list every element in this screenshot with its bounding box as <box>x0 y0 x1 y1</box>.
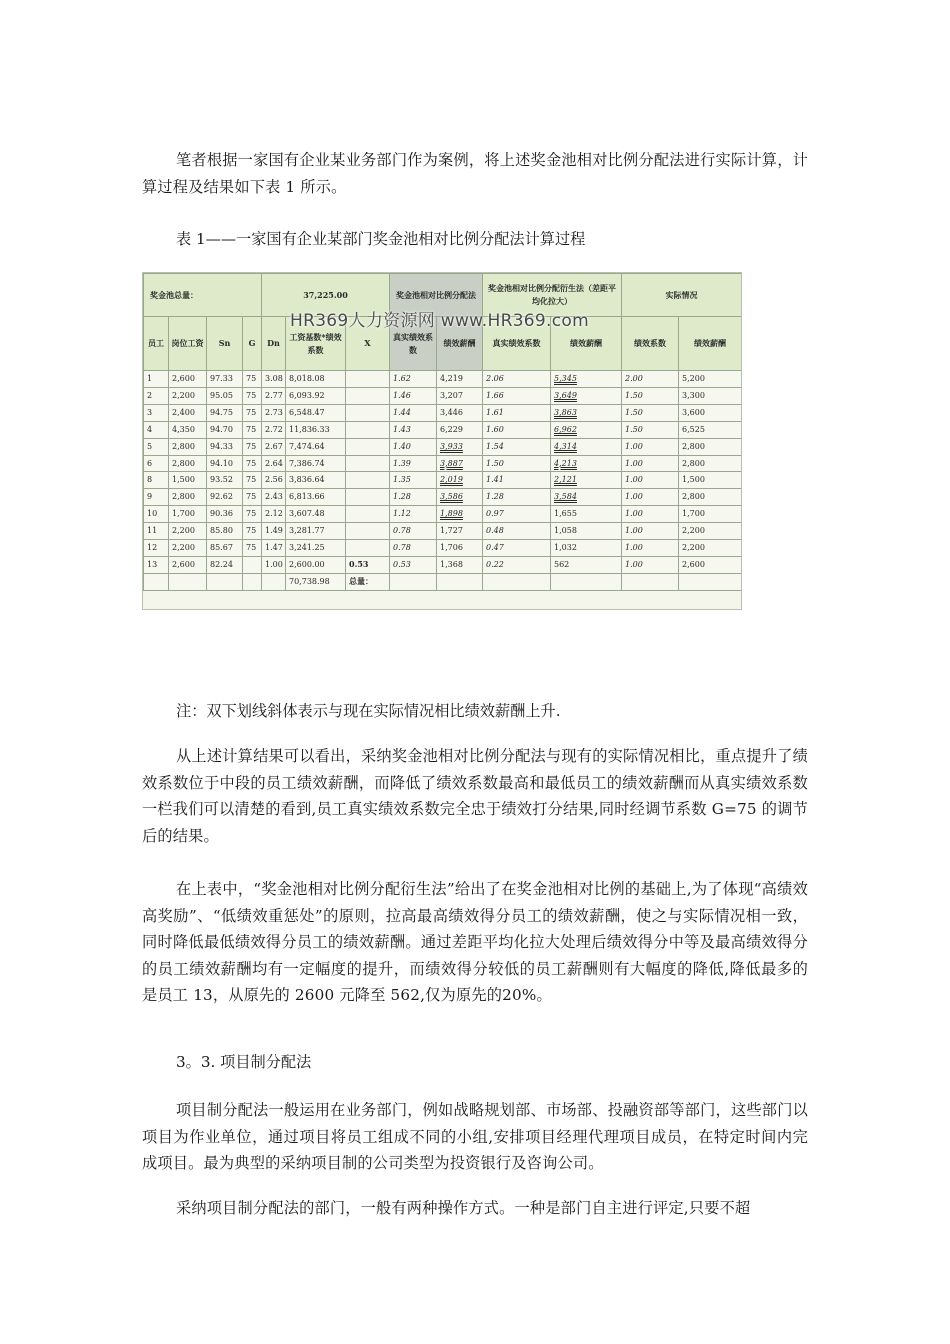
table-cell: 3 <box>144 404 169 421</box>
table-row <box>144 421 742 438</box>
table-cell: 1.35 <box>390 472 437 489</box>
table-cell <box>346 404 390 421</box>
table-cell <box>437 573 483 590</box>
pool-value: 37,225.00 <box>262 274 390 317</box>
table-cell: 2,600 <box>679 556 742 573</box>
table-cell <box>207 573 243 590</box>
table-cell: 12 <box>144 540 169 557</box>
table-cell: 总量： <box>346 573 390 590</box>
table-cell: 6,813.66 <box>286 489 346 506</box>
table-cell: 5 <box>144 438 169 455</box>
table-cell: 7,386.74 <box>286 455 346 472</box>
table-row <box>144 523 742 540</box>
table-cell <box>483 573 551 590</box>
table-cell <box>346 523 390 540</box>
table-cell: 2,200 <box>169 540 207 557</box>
table-cell: 1,700 <box>169 506 207 523</box>
table-cell: 3,586 <box>437 489 483 506</box>
column-header: 真实绩效系数 <box>483 317 551 371</box>
table-cell: 1.54 <box>483 438 551 455</box>
column-header: 绩效系数 <box>622 317 679 371</box>
table-cell: 6,525 <box>679 421 742 438</box>
table-cell: 1.50 <box>483 455 551 472</box>
table-cell: 3,300 <box>679 387 742 404</box>
column-header: 岗位工资 <box>169 317 207 371</box>
table-cell: 1.39 <box>390 455 437 472</box>
table-cell <box>262 573 286 590</box>
table-cell: 75 <box>243 540 262 557</box>
table-cell: 70,738.98 <box>286 573 346 590</box>
table-cell <box>346 489 390 506</box>
table-cell: 6,093.92 <box>286 387 346 404</box>
table-cell: 2.00 <box>622 371 679 388</box>
table-cell: 2,200 <box>679 523 742 540</box>
table-cell: 1.28 <box>483 489 551 506</box>
table-cell: 10 <box>144 506 169 523</box>
table-cell: 8,018.08 <box>286 371 346 388</box>
table-cell: 2,600 <box>169 371 207 388</box>
table-cell: 75 <box>243 371 262 388</box>
table-cell <box>346 540 390 557</box>
table-cell: 1.47 <box>262 540 286 557</box>
table-row <box>144 506 742 523</box>
table-row <box>144 540 742 557</box>
table-cell: 2.12 <box>262 506 286 523</box>
table-cell: 2,600 <box>169 556 207 573</box>
table-cell: 3,933 <box>437 438 483 455</box>
table-cell <box>346 455 390 472</box>
table-row <box>144 371 742 388</box>
column-header: 绩效薪酬 <box>679 317 742 371</box>
table-cell: 3,607.48 <box>286 506 346 523</box>
table-cell: 75 <box>243 421 262 438</box>
table-cell: 3,863 <box>551 404 622 421</box>
table-cell: 8 <box>144 472 169 489</box>
table-cell: 1,032 <box>551 540 622 557</box>
table-cell: 1.60 <box>483 421 551 438</box>
table-cell: 75 <box>243 523 262 540</box>
table-cell: 2.73 <box>262 404 286 421</box>
table-cell: 1.00 <box>262 556 286 573</box>
table-cell: 1,058 <box>551 523 622 540</box>
column-header: 员工 <box>144 317 169 371</box>
table-cell: 4,213 <box>551 455 622 472</box>
table-cell: 75 <box>243 472 262 489</box>
table-cell: 2.56 <box>262 472 286 489</box>
table-cell: 1,500 <box>169 472 207 489</box>
table-cell: 95.05 <box>207 387 243 404</box>
table-cell <box>243 573 262 590</box>
intro-paragraph: 笔者根据一家国有企业某业务部门作为案例，将上述奖金池相对比例分配法进行实际计算，计算过程及结果如下表 1 所示。 <box>142 151 808 196</box>
table-cell: 4 <box>144 421 169 438</box>
table-cell: 2.43 <box>262 489 286 506</box>
table-cell: 7,474.64 <box>286 438 346 455</box>
table-cell: 2.72 <box>262 421 286 438</box>
table-cell: 1.00 <box>622 455 679 472</box>
column-header: 工资基数*绩效系数 <box>286 317 346 371</box>
table-cell <box>346 387 390 404</box>
column-header: 绩效薪酬 <box>551 317 622 371</box>
table-cell: 2.77 <box>262 387 286 404</box>
table-row <box>144 387 742 404</box>
table-cell: 5,345 <box>551 371 622 388</box>
table-cell <box>169 573 207 590</box>
table-cell: 562 <box>551 556 622 573</box>
table-cell: 2,200 <box>169 523 207 540</box>
column-header: Sn <box>207 317 243 371</box>
table-cell: 4,219 <box>437 371 483 388</box>
table-cell: 6,548.47 <box>286 404 346 421</box>
table-cell: 4,314 <box>551 438 622 455</box>
table-cell: 1.43 <box>390 421 437 438</box>
table-cell <box>390 573 437 590</box>
table-cell: 85.67 <box>207 540 243 557</box>
table-cell: 97.33 <box>207 371 243 388</box>
table-cell: 3,281.77 <box>286 523 346 540</box>
table-cell: 0.47 <box>483 540 551 557</box>
section-heading: 3。3. 项目制分配法 <box>176 1053 312 1071</box>
table-cell: 0.78 <box>390 523 437 540</box>
table-cell: 9 <box>144 489 169 506</box>
table-cell: 3,887 <box>437 455 483 472</box>
table-cell: 2.64 <box>262 455 286 472</box>
table-cell: 2,800 <box>679 489 742 506</box>
table-cell: 4,350 <box>169 421 207 438</box>
pool-label: 奖金池总量： <box>144 274 262 317</box>
table-note: 注：双下划线斜体表示与现在实际情况相比绩效薪酬上升. <box>176 702 561 720</box>
table-cell: 75 <box>243 489 262 506</box>
table-cell: 3,836.64 <box>286 472 346 489</box>
table-cell: 1,368 <box>437 556 483 573</box>
table-cell: 3,600 <box>679 404 742 421</box>
table-cell: 2,800 <box>679 438 742 455</box>
table-cell: 3,446 <box>437 404 483 421</box>
table-cell: 1.50 <box>622 421 679 438</box>
table-cell: 1.62 <box>390 371 437 388</box>
table-cell: 1.44 <box>390 404 437 421</box>
table-cell: 85.80 <box>207 523 243 540</box>
table-cell: 1.28 <box>390 489 437 506</box>
table-cell <box>346 506 390 523</box>
table-cell: 1,655 <box>551 506 622 523</box>
table-cell: 93.52 <box>207 472 243 489</box>
table-cell: 2.06 <box>483 371 551 388</box>
table-caption: 表 1——一家国有企业某部门奖金池相对比例分配法计算过程 <box>176 230 586 248</box>
table-cell <box>622 573 679 590</box>
table-row <box>144 472 742 489</box>
table-cell: 1,706 <box>437 540 483 557</box>
group-header-b: 奖金池相对比例分配衍生法（差距平均化拉大） <box>483 274 622 317</box>
table-cell: 1.50 <box>622 404 679 421</box>
table-cell: 94.75 <box>207 404 243 421</box>
table-cell: 2,800 <box>169 438 207 455</box>
table-cell: 75 <box>243 404 262 421</box>
derivative-paragraph: 在上表中，“奖金池相对比例分配衍生法”给出了在奖金池相对比例的基础上,为了体现“高绩效高奖励”、“低绩效重惩处”的原则，拉高最高绩效得分员工的绩效薪酬，使之与实际情况相一致，同时降低最低绩效得分员工的绩效薪酬。通过差距平均化拉大处理后绩效得分中等及最高绩效得分的员工绩效薪酬均有一定幅度的提升，而绩效得分较低的员工薪酬则有大幅度的降低,降低最多的是员工 13，从原先的 2600 元降至 562,仅为原先的20%。 <box>142 880 808 1004</box>
table-cell: 3,584 <box>551 489 622 506</box>
table-cell: 0.48 <box>483 523 551 540</box>
table-cell <box>346 371 390 388</box>
table-cell: 82.24 <box>207 556 243 573</box>
table-cell: 1.00 <box>622 489 679 506</box>
table-cell <box>346 472 390 489</box>
table-row <box>144 404 742 421</box>
table-row <box>144 438 742 455</box>
project-method-paragraph: 项目制分配法一般运用在业务部门，例如战略规划部、市场部、投融资部等部门，这些部门以项目为作业单位，通过项目将员工组成不同的小组,安排项目经理代理项目成员，在特定时间内完成项目。最为典型的采纳项目制的公司类型为投资银行及咨询公司。 <box>142 1101 808 1172</box>
table-cell: 3,649 <box>551 387 622 404</box>
table-cell: 3,241.25 <box>286 540 346 557</box>
table-cell: 1,727 <box>437 523 483 540</box>
table-cell: 1.41 <box>483 472 551 489</box>
table-cell: 0.22 <box>483 556 551 573</box>
table-cell: 3.08 <box>262 371 286 388</box>
column-header: 真实绩效系数 <box>390 317 437 371</box>
table-cell: 2,800 <box>169 489 207 506</box>
table-cell: 94.10 <box>207 455 243 472</box>
watermark-text: HR369人力资源网 www.HR369.com <box>290 311 589 331</box>
group-header-c: 实际情况 <box>622 274 742 317</box>
table-body <box>144 371 742 591</box>
column-header: G <box>243 317 262 371</box>
table-cell: 1,898 <box>437 506 483 523</box>
table-cell: 75 <box>243 506 262 523</box>
table-cell: 90.36 <box>207 506 243 523</box>
table-cell: 1.61 <box>483 404 551 421</box>
table-cell: 92.62 <box>207 489 243 506</box>
table-cell: 3,207 <box>437 387 483 404</box>
table-cell: 6,229 <box>437 421 483 438</box>
table-cell: 11,836.33 <box>286 421 346 438</box>
table-cell: 1.50 <box>622 387 679 404</box>
column-header: 绩效薪酬 <box>437 317 483 371</box>
table-cell: 1.00 <box>622 540 679 557</box>
table-cell: 6,962 <box>551 421 622 438</box>
table-cell: 1.00 <box>622 506 679 523</box>
table-cell: 2.67 <box>262 438 286 455</box>
table-cell: 1.00 <box>622 556 679 573</box>
table-cell: 2,200 <box>679 540 742 557</box>
table-cell: 6 <box>144 455 169 472</box>
table-cell: 1,700 <box>679 506 742 523</box>
table-cell: 1 <box>144 371 169 388</box>
table-cell: 2,019 <box>437 472 483 489</box>
table-row <box>144 573 742 590</box>
table-cell <box>346 438 390 455</box>
table-cell <box>346 421 390 438</box>
table-cell: 1.40 <box>390 438 437 455</box>
operation-paragraph: 采纳项目制分配法的部门，一般有两种操作方式。一种是部门自主进行评定,只要不超 <box>176 1199 751 1217</box>
table-row <box>144 489 742 506</box>
table-cell: 2,400 <box>169 404 207 421</box>
table-row <box>144 556 742 573</box>
table-cell: 1.00 <box>622 472 679 489</box>
table-cell <box>551 573 622 590</box>
table-cell: 11 <box>144 523 169 540</box>
table-cell: 2,600.00 <box>286 556 346 573</box>
analysis-paragraph: 从上述计算结果可以看出，采纳奖金池相对比例分配法与现有的实际情况相比，重点提升了绩效系数位于中段的员工绩效薪酬，而降低了绩效系数最高和最低员工的绩效薪酬而从真实绩效系数一栏我们可以清楚的看到,员工真实绩效系数完全忠于绩效打分结果,同时经调节系数 G=75 的调节后的结果。 <box>142 747 808 845</box>
table-cell: 2,800 <box>679 455 742 472</box>
table-cell <box>243 556 262 573</box>
column-header: Dn <box>262 317 286 371</box>
table-cell: 2,121 <box>551 472 622 489</box>
column-header: X <box>346 317 390 371</box>
table-cell: 75 <box>243 438 262 455</box>
table-cell: 1.00 <box>622 523 679 540</box>
table-cell: 1,500 <box>679 472 742 489</box>
table-cell: 2,200 <box>169 387 207 404</box>
table-cell <box>679 573 742 590</box>
table-cell: 0.78 <box>390 540 437 557</box>
group-header-a: 奖金池相对比例分配法 <box>390 274 483 317</box>
table-cell: 1.00 <box>622 438 679 455</box>
table-cell: 94.70 <box>207 421 243 438</box>
table-cell: 1.46 <box>390 387 437 404</box>
table-cell: 2,800 <box>169 455 207 472</box>
table-cell: 1.49 <box>262 523 286 540</box>
table-cell: 13 <box>144 556 169 573</box>
table-cell <box>144 573 169 590</box>
table-cell: 75 <box>243 455 262 472</box>
table-cell: 0.53 <box>390 556 437 573</box>
table-cell: 2 <box>144 387 169 404</box>
table-cell: 1.12 <box>390 506 437 523</box>
table-cell: 94.33 <box>207 438 243 455</box>
table-row <box>144 455 742 472</box>
table-cell: 5,200 <box>679 371 742 388</box>
table-cell: 0.53 <box>346 556 390 573</box>
table-cell: 1.66 <box>483 387 551 404</box>
table-cell: 0.97 <box>483 506 551 523</box>
table-cell: 75 <box>243 387 262 404</box>
